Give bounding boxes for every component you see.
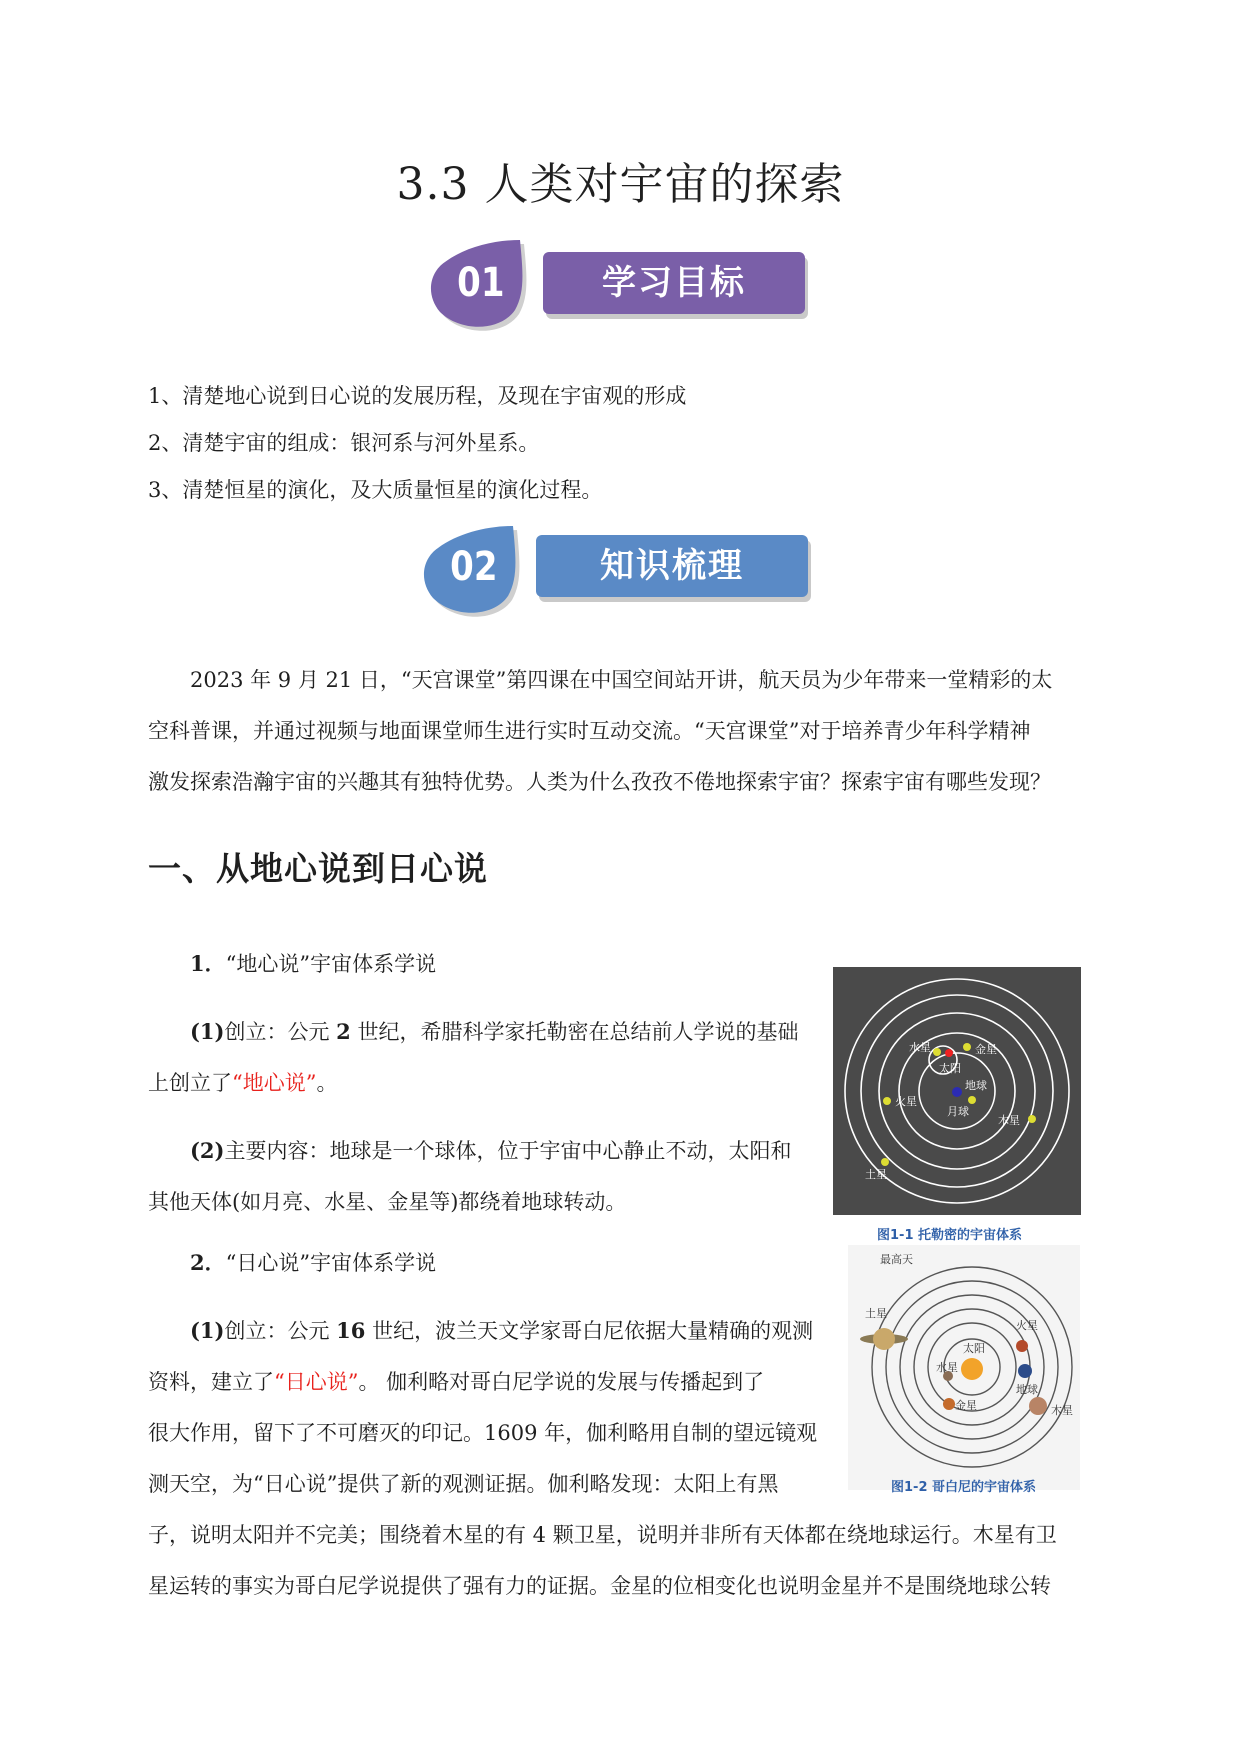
intro-paragraph <box>148 655 1108 808</box>
goal-item: 3、清楚恒星的演化，及大质量恒星的演化过程。 <box>148 478 603 502</box>
text: 上创立了 <box>148 1071 232 1095</box>
text: 创立：公元 <box>224 1319 337 1343</box>
earth-dot <box>952 1087 962 1097</box>
text: 世纪，希腊科学家托勒密在总结前人学说的基础 <box>350 1020 799 1044</box>
goal-item: 2、清楚宇宙的组成：银河系与河外星系。 <box>148 431 540 455</box>
figure-copernicus <box>848 1245 1080 1490</box>
geo-title-number: 1． <box>190 951 226 976</box>
text: 世纪，波兰天文学家哥白尼依据大量精确的观测 <box>365 1319 814 1343</box>
badge-number: 01 <box>457 260 505 306</box>
label-top-heaven: 最高天 <box>880 1253 913 1266</box>
geo-p1-cont <box>148 1058 828 1109</box>
text: 资料，建立了 <box>148 1370 274 1394</box>
mercury-dot <box>933 1048 941 1056</box>
badge-label: 知识梳理 <box>536 535 808 597</box>
intro-line: 空科普课，并通过视频与地面课堂师生进行实时互动交流。“天宫课堂”对于培养青少年科学精神 <box>148 719 1031 743</box>
highlight-term: “日心说” <box>274 1370 359 1394</box>
text: 创立：公元 <box>224 1020 337 1044</box>
highlight-term: “地心说” <box>232 1071 317 1095</box>
item-label: (2) <box>190 1138 225 1163</box>
venus-dot <box>963 1043 971 1051</box>
intro-line: 激发探索浩瀚宇宙的兴趣其有独特优势。人类为什么孜孜不倦地探索宇宙？探索宇宙有哪些发现？ <box>148 770 1051 794</box>
label-sun: 太阳 <box>963 1342 985 1355</box>
geo-title <box>148 938 828 990</box>
helio-line: 子，说明太阳并不完美；围绕着木星的有 4 颗卫星，说明并非所有天体都在绕地球运行。木星有卫 <box>148 1523 1057 1547</box>
geo-title-text: “地心说”宇宙体系学说 <box>225 952 437 976</box>
helio-line: 星运转的事实为哥白尼学说提供了强有力的证据。金星的位相变化也说明金星并不是围绕地球公转 <box>148 1574 1051 1598</box>
geo-section <box>148 938 828 1228</box>
mars-icon <box>1016 1340 1028 1352</box>
section-badge-goals <box>425 232 815 332</box>
item-label: (1) <box>190 1019 225 1044</box>
copernicus-diagram <box>848 1245 1080 1490</box>
page-title: 3.3 人类对宇宙的探索 <box>396 159 845 210</box>
moon-dot <box>968 1096 976 1104</box>
saturn-dot <box>881 1158 889 1166</box>
label-venus: 金星 <box>955 1399 977 1412</box>
mars-dot <box>883 1097 891 1105</box>
label-mercury: 水星 <box>936 1361 958 1374</box>
goal-item: 1、清楚地心说到日心说的发展历程，及现在宇宙观的形成 <box>148 384 687 408</box>
label-saturn: 土星 <box>865 1307 887 1320</box>
ptolemy-diagram <box>833 967 1081 1215</box>
label-jupiter: 木星 <box>998 1114 1020 1127</box>
venus-icon <box>943 1398 955 1410</box>
figure-caption: 图1-2 哥白尼的宇宙体系 <box>891 1480 1037 1495</box>
geo-p2 <box>148 1125 828 1177</box>
label-mercury: 水星 <box>909 1041 931 1054</box>
sun-dot <box>945 1049 953 1057</box>
label-jupiter: 木星 <box>1051 1404 1073 1417</box>
section-badge-knowledge <box>418 518 818 618</box>
geo-p1 <box>148 1006 828 1058</box>
saturn-icon <box>873 1328 895 1350</box>
helio-title-number: 2． <box>190 1250 226 1275</box>
text: 。 伽利略对哥白尼学说的发展与传播起到了 <box>358 1370 765 1394</box>
label-earth: 地球 <box>1016 1383 1038 1396</box>
earth-icon <box>1018 1364 1032 1378</box>
figure-ptolemy <box>833 967 1081 1215</box>
badge-label: 学习目标 <box>543 252 805 314</box>
jupiter-dot <box>1028 1115 1036 1123</box>
helio-line: 很大作用，留下了不可磨灭的印记。1609 年，伽利略用自制的望远镜观 <box>148 1421 818 1445</box>
century-number: 2 <box>336 1019 351 1044</box>
sun-icon <box>961 1358 983 1380</box>
label-mars: 火星 <box>1016 1319 1038 1332</box>
item-label: (1) <box>190 1318 225 1343</box>
text: 。 <box>316 1071 338 1095</box>
label-saturn: 土星 <box>865 1168 887 1181</box>
intro-line: 2023 年 9 月 21 日，“天宫课堂”第四课在中国空间站开讲，航天员为少年带来一堂精彩的太 <box>190 668 1053 692</box>
section-heading: 一、从地心说到日心说 <box>148 849 488 888</box>
label-mars: 火星 <box>895 1095 917 1108</box>
helio-line: 测天空，为“日心说”提供了新的观测证据。伽利略发现：太阳上有黑 <box>148 1472 779 1496</box>
label-sun: 太阳 <box>939 1062 961 1075</box>
text: 主要内容：地球是一个球体，位于宇宙中心静止不动，太阳和 <box>224 1139 792 1163</box>
helio-title-text: “日心说”宇宙体系学说 <box>225 1251 437 1275</box>
geo-p2-cont: 其他天体(如月亮、水星、金星等)都绕着地球转动。 <box>148 1190 627 1214</box>
label-earth: 地球 <box>965 1079 987 1092</box>
label-moon: 月球 <box>947 1105 969 1118</box>
figure-caption: 图1-1 托勒密的宇宙体系 <box>877 1228 1023 1243</box>
century-number: 16 <box>336 1318 366 1343</box>
label-venus: 金星 <box>975 1043 997 1056</box>
badge-number: 02 <box>450 544 498 590</box>
jupiter-icon <box>1029 1397 1047 1415</box>
